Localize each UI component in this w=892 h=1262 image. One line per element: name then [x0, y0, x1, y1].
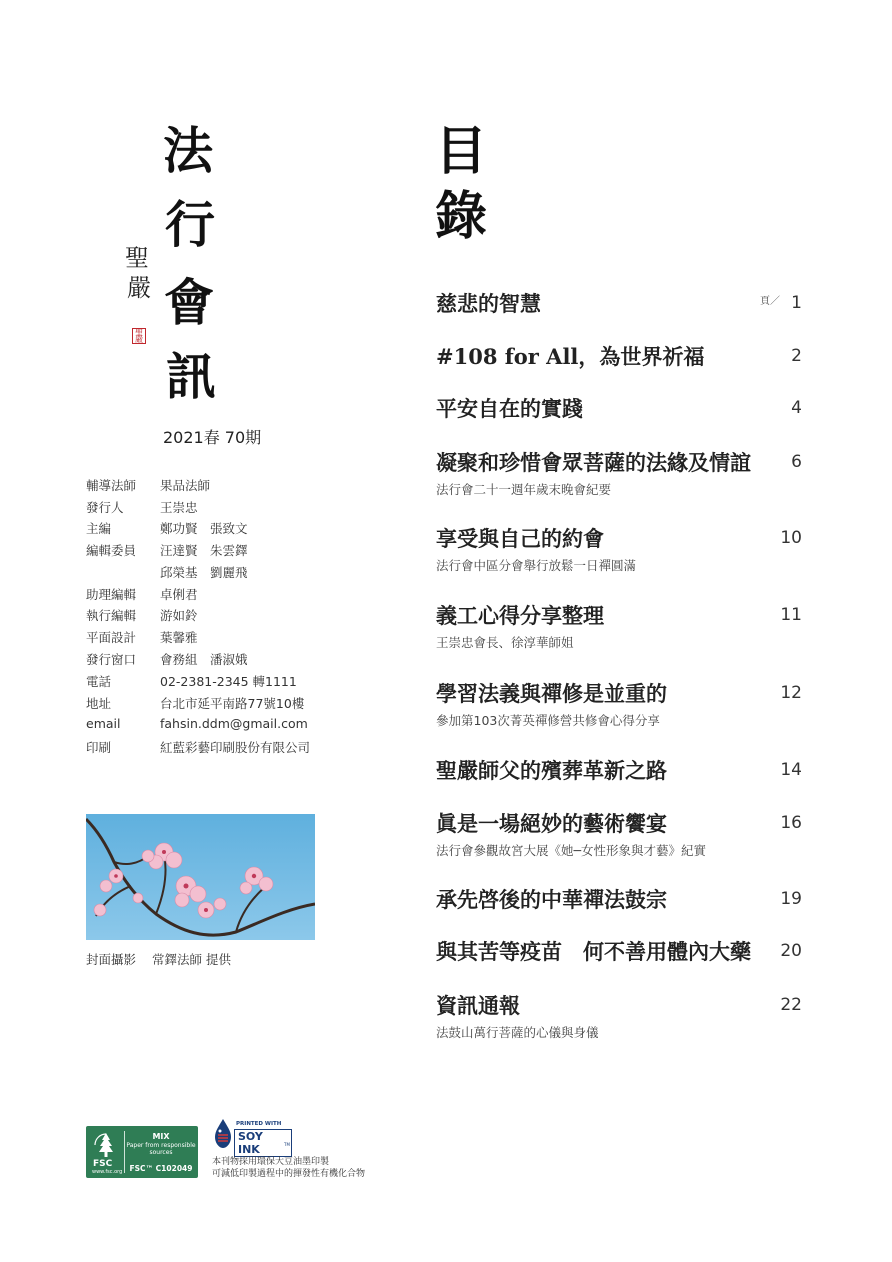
toc-entry-subtitle: 法鼓山萬行菩薩的心儀與身儀 [436, 1025, 599, 1041]
staff-value: 會務組 潘淑娥 [160, 652, 248, 667]
cover-credit [86, 950, 231, 968]
toc-entry-title: 平安自在的實踐 [436, 396, 583, 421]
soy-note-line: 可減低印製過程中的揮發性有機化合物 [212, 1169, 366, 1179]
toc-entry-title: 與其苦等疫苗 何不善用體內大藥 [436, 939, 751, 964]
staff-role: 地址 [86, 696, 112, 711]
soy-ink-logo [212, 1118, 292, 1156]
staff-value: 游如鈴 [160, 608, 198, 623]
toc-entry-page: 4 [791, 398, 802, 418]
toc-entry-title: 眞是一場絕妙的藝術饗宴 [436, 811, 667, 836]
toc-entry-title: 享受與自己的約會 [436, 526, 604, 551]
staff-role: 發行人 [86, 500, 124, 515]
toc-entry-page: 19 [780, 889, 802, 909]
fsc-tree-icon [92, 1131, 120, 1159]
toc-entry-subtitle: 法行會參觀故宮大展《她─女性形象與才藝》紀實 [436, 843, 707, 859]
toc-entry[interactable] [436, 758, 802, 783]
staff-value: 果品法師 [160, 478, 211, 493]
soy-ink-note [212, 1156, 365, 1180]
toc-entry-subtitle: 參加第103次菁英禪修營共修會心得分享 [436, 713, 660, 729]
staff-role: 印刷 [86, 740, 112, 755]
staff-value: 紅藍彩藝印刷股份有限公司 [160, 740, 311, 755]
staff-role: 平面設計 [86, 630, 137, 645]
toc-entry-subtitle: 法行會中區分會舉行放鬆一日禪圓滿 [436, 558, 637, 574]
toc-entry[interactable] [436, 603, 802, 651]
staff-value: 卓俐君 [160, 587, 198, 602]
toc-entry-page: 12 [780, 683, 802, 703]
staff-value: 鄭功賢 張致文 [160, 521, 248, 536]
staff-value: 台北市延平南路77號10樓 [160, 696, 305, 711]
staff-role: 主編 [86, 521, 112, 536]
toc-entry-page: 20 [780, 941, 802, 961]
toc-entry[interactable] [436, 526, 802, 574]
fsc-desc: Paper from responsible sources [126, 1142, 196, 1156]
toc-entry[interactable] [436, 450, 802, 498]
staff-role: 助理編輯 [86, 587, 137, 602]
toc-entry-title: 凝聚和珍惜會眾菩薩的法緣及情誼 [436, 450, 751, 475]
toc-entry[interactable] [436, 811, 802, 859]
toc-title-char-2: 錄 [435, 186, 488, 247]
toc-entry[interactable] [436, 396, 802, 421]
masthead-char-3: 會 [164, 273, 214, 332]
soy-drop-icon [212, 1118, 234, 1150]
toc-entry-page: 1 [791, 293, 802, 313]
staff-role: 發行窗口 [86, 652, 137, 667]
fsc-mix: MIX [152, 1132, 170, 1141]
toc-entry-page: 14 [780, 760, 802, 780]
staff-value: 02-2381-2345 轉1111 [160, 674, 297, 689]
toc-entry-page: 6 [791, 452, 802, 472]
toc-entry-title: 慈悲的智慧 [436, 291, 541, 316]
soy-printed-with: PRINTED WITH [236, 1121, 282, 1127]
toc-entry-subtitle: 王崇忠會長、徐淳華師姐 [436, 635, 574, 651]
toc-entry[interactable] [436, 291, 802, 316]
toc-entry-title: 聖嚴師父的殯葬革新之路 [436, 758, 667, 783]
page-label: 頁／ [760, 296, 780, 307]
seal-stamp: 聖嚴 [132, 328, 146, 344]
toc-entry-title: 承先啓後的中華禪法鼓宗 [436, 887, 667, 912]
issue-label: 2021春 70期 [163, 428, 262, 447]
fsc-code: FSC™ C102049 [129, 1164, 193, 1173]
toc-entry-page: 16 [780, 813, 802, 833]
fsc-divider [124, 1131, 125, 1173]
signature-char-1: 聖 [125, 244, 149, 272]
staff-role: email [86, 716, 121, 731]
staff-value: 汪達賢 朱雲鐸 [160, 543, 248, 558]
staff-role: 執行編輯 [86, 608, 137, 623]
toc-entry[interactable] [436, 939, 802, 964]
toc-entry-title: 義工心得分享整理 [436, 603, 604, 628]
toc-entry[interactable] [436, 344, 802, 369]
signature-char-2: 嚴 [127, 274, 151, 302]
toc-entry-page: 22 [780, 995, 802, 1015]
cherry-blossom-image [86, 814, 315, 940]
toc-entry-page: 11 [780, 605, 802, 625]
toc-entry-page: 10 [780, 528, 802, 548]
masthead-char-2: 行 [165, 195, 215, 254]
staff-value: fahsin.ddm@gmail.com [160, 716, 308, 731]
toc-entry[interactable] [436, 681, 802, 729]
staff-value: 王崇忠 [160, 500, 198, 515]
cover-photo [86, 814, 315, 940]
soy-ink-label: SOY INK [234, 1129, 292, 1157]
soy-tm: TM [284, 1142, 290, 1147]
toc-entry[interactable] [436, 887, 802, 912]
toc-entry-subtitle: 法行會二十一週年歲末晚會紀要 [436, 482, 612, 498]
staff-value: 葉馨雅 [160, 630, 198, 645]
fsc-url: www.fsc.org [92, 1169, 123, 1175]
masthead-char-4: 訊 [166, 347, 216, 406]
cover-credit-label: 封面攝影 [86, 952, 137, 967]
fsc-logo [86, 1126, 198, 1178]
toc-entry-title: #108 for All，為世界祈福 [436, 344, 705, 369]
toc-entry[interactable] [436, 993, 802, 1041]
masthead-char-1: 法 [163, 121, 213, 180]
toc-entry-page: 2 [791, 346, 802, 366]
toc-entry-title: 資訊通報 [436, 993, 520, 1018]
fsc-brand: FSC [93, 1159, 113, 1169]
staff-role: 電話 [86, 674, 112, 689]
soy-note-line: 本刊物採用環保大豆油墨印製 [212, 1157, 330, 1167]
cover-credit-value: 常鐸法師 提供 [152, 952, 231, 967]
toc-entry-title: 學習法義與禪修是並重的 [436, 681, 667, 706]
toc-title-char-1: 目 [435, 121, 488, 182]
staff-value: 邱榮基 劉麗飛 [160, 565, 248, 580]
staff-role: 輔導法師 [86, 478, 137, 493]
staff-role: 編輯委員 [86, 543, 137, 558]
